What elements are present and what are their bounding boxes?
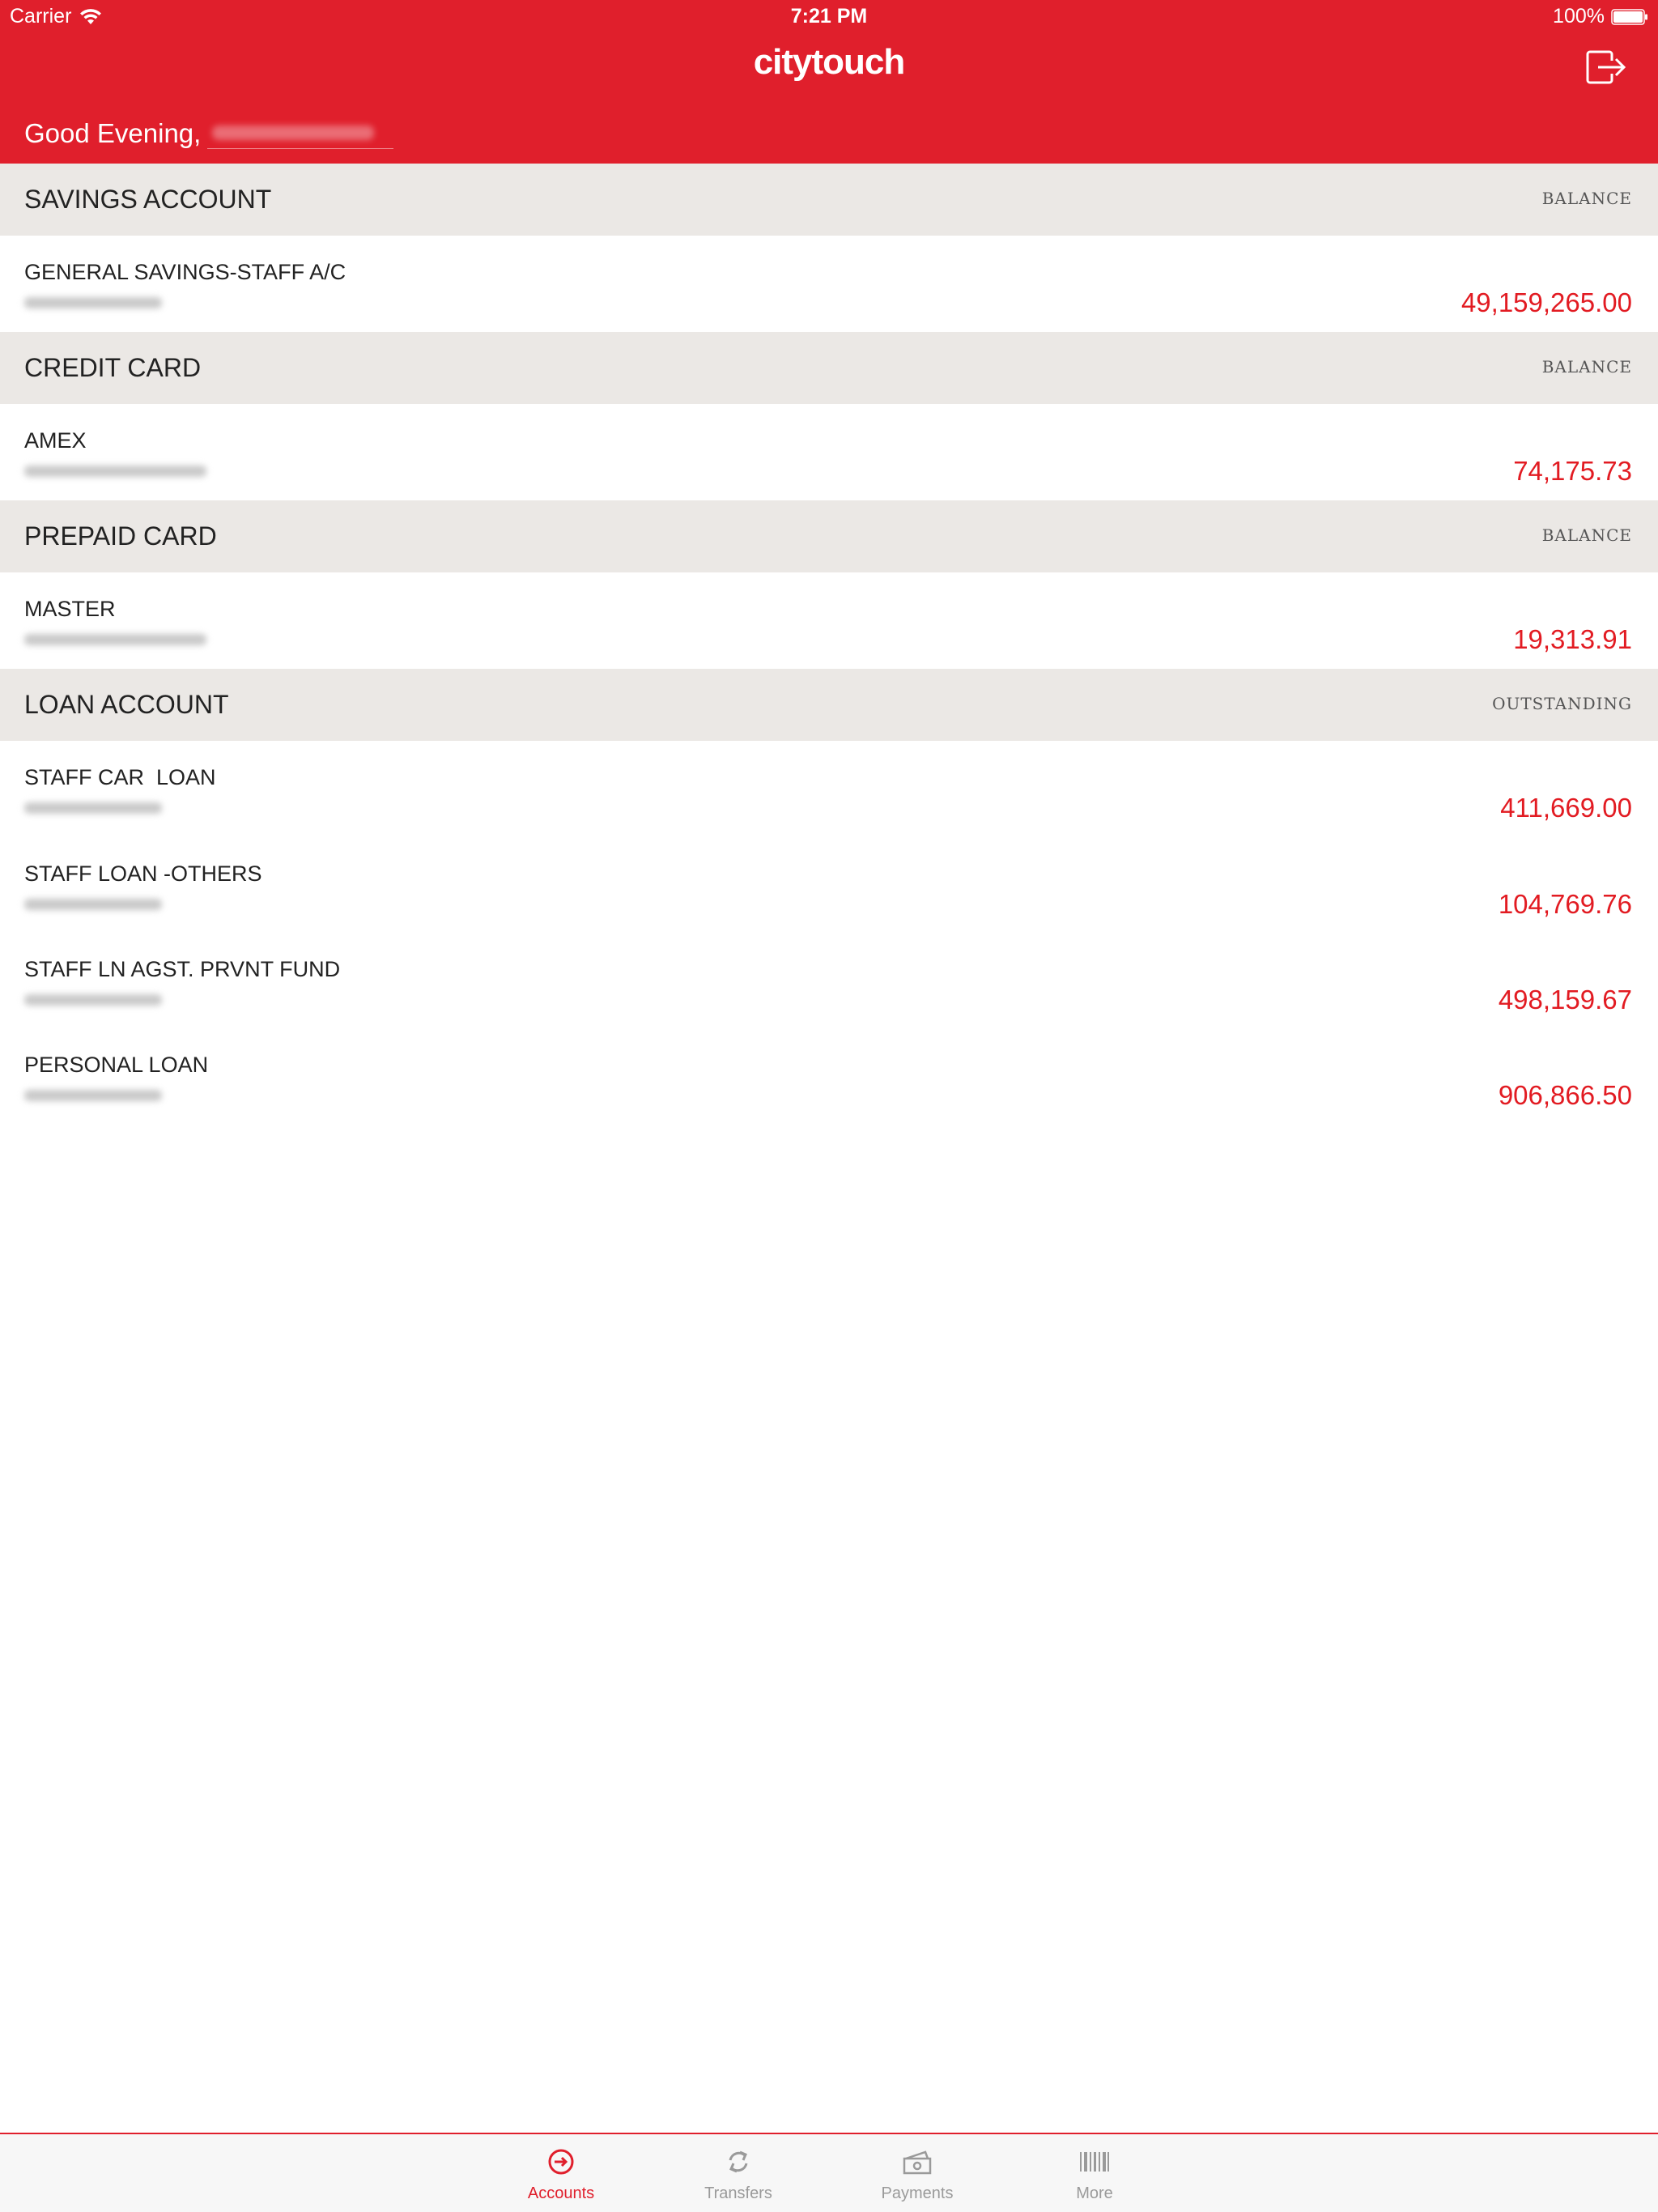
account-row[interactable] [0, 933, 1658, 1028]
greeting-text: Good Evening, [24, 118, 202, 148]
section-column-label: BALANCE [1541, 189, 1632, 208]
section-title: PREPAID CARD [24, 521, 217, 551]
greeting [24, 116, 393, 149]
account-amount: 74,175.73 [1513, 456, 1632, 486]
tab-label: More [1076, 2184, 1113, 2202]
account-number-redacted [24, 899, 162, 910]
account-amount: 906,866.50 [1498, 1080, 1632, 1110]
transfers-icon [722, 2146, 755, 2178]
status-time: 7:21 PM [790, 5, 868, 28]
battery-icon [1611, 9, 1648, 25]
section-column-label: BALANCE [1541, 357, 1632, 376]
section-column-label: OUTSTANDING [1492, 694, 1632, 713]
account-number-redacted [24, 297, 162, 308]
tab-label: Transfers [704, 2184, 772, 2202]
account-row[interactable] [0, 1028, 1658, 1124]
user-name-redacted [207, 116, 393, 149]
section-title: SAVINGS ACCOUNT [24, 185, 272, 214]
status-battery [1553, 5, 1648, 28]
tab-transfers[interactable] [657, 2134, 819, 2212]
accounts-icon [545, 2146, 577, 2178]
section-title: CREDIT CARD [24, 353, 202, 382]
tab-more[interactable] [1014, 2134, 1175, 2212]
section-column-label: BALANCE [1541, 525, 1632, 545]
tab-bar [0, 2133, 1658, 2212]
account-amount: 411,669.00 [1500, 793, 1632, 823]
app-title: citytouch [753, 42, 905, 82]
account-row[interactable] [0, 404, 1658, 500]
section-title: LOAN ACCOUNT [24, 690, 229, 719]
logout-icon[interactable] [1585, 49, 1629, 86]
account-row[interactable] [0, 572, 1658, 669]
account-amount: 104,769.76 [1498, 889, 1632, 919]
account-number-redacted [24, 634, 206, 645]
account-amount: 19,313.91 [1513, 624, 1632, 654]
battery-percent: 100% [1553, 5, 1605, 28]
account-row[interactable] [0, 741, 1658, 837]
barcode-icon [1078, 2146, 1111, 2178]
account-number-redacted [24, 802, 162, 814]
account-name: GENERAL SAVINGS-STAFF A/C [24, 260, 346, 284]
account-amount: 498,159.67 [1498, 985, 1632, 1015]
tab-label: Payments [881, 2184, 954, 2202]
account-number-redacted [24, 994, 162, 1006]
account-name: AMEX [24, 428, 87, 453]
account-row[interactable] [0, 236, 1658, 332]
payments-icon [901, 2146, 933, 2178]
account-amount: 49,159,265.00 [1460, 287, 1632, 317]
account-name: STAFF CAR LOAN [24, 765, 216, 789]
account-name: STAFF LN AGST. PRVNT FUND [24, 957, 341, 981]
section-header-savings [0, 164, 1658, 236]
section-header-prepaid-card [0, 500, 1658, 572]
account-name: MASTER [24, 597, 116, 621]
account-number-redacted [24, 1090, 162, 1101]
tab-payments[interactable] [836, 2134, 998, 2212]
section-header-credit-card [0, 332, 1658, 404]
section-header-loan [0, 669, 1658, 741]
status-bar [0, 0, 1658, 32]
tab-accounts[interactable] [480, 2134, 642, 2212]
app-header [0, 0, 1658, 164]
accounts-list [0, 164, 1658, 1124]
carrier-label: Carrier [10, 5, 72, 28]
account-number-redacted [24, 466, 206, 477]
account-name: PERSONAL LOAN [24, 1053, 209, 1077]
tab-label: Accounts [527, 2184, 595, 2202]
account-name: STAFF LOAN -OTHERS [24, 861, 262, 886]
account-row[interactable] [0, 837, 1658, 933]
